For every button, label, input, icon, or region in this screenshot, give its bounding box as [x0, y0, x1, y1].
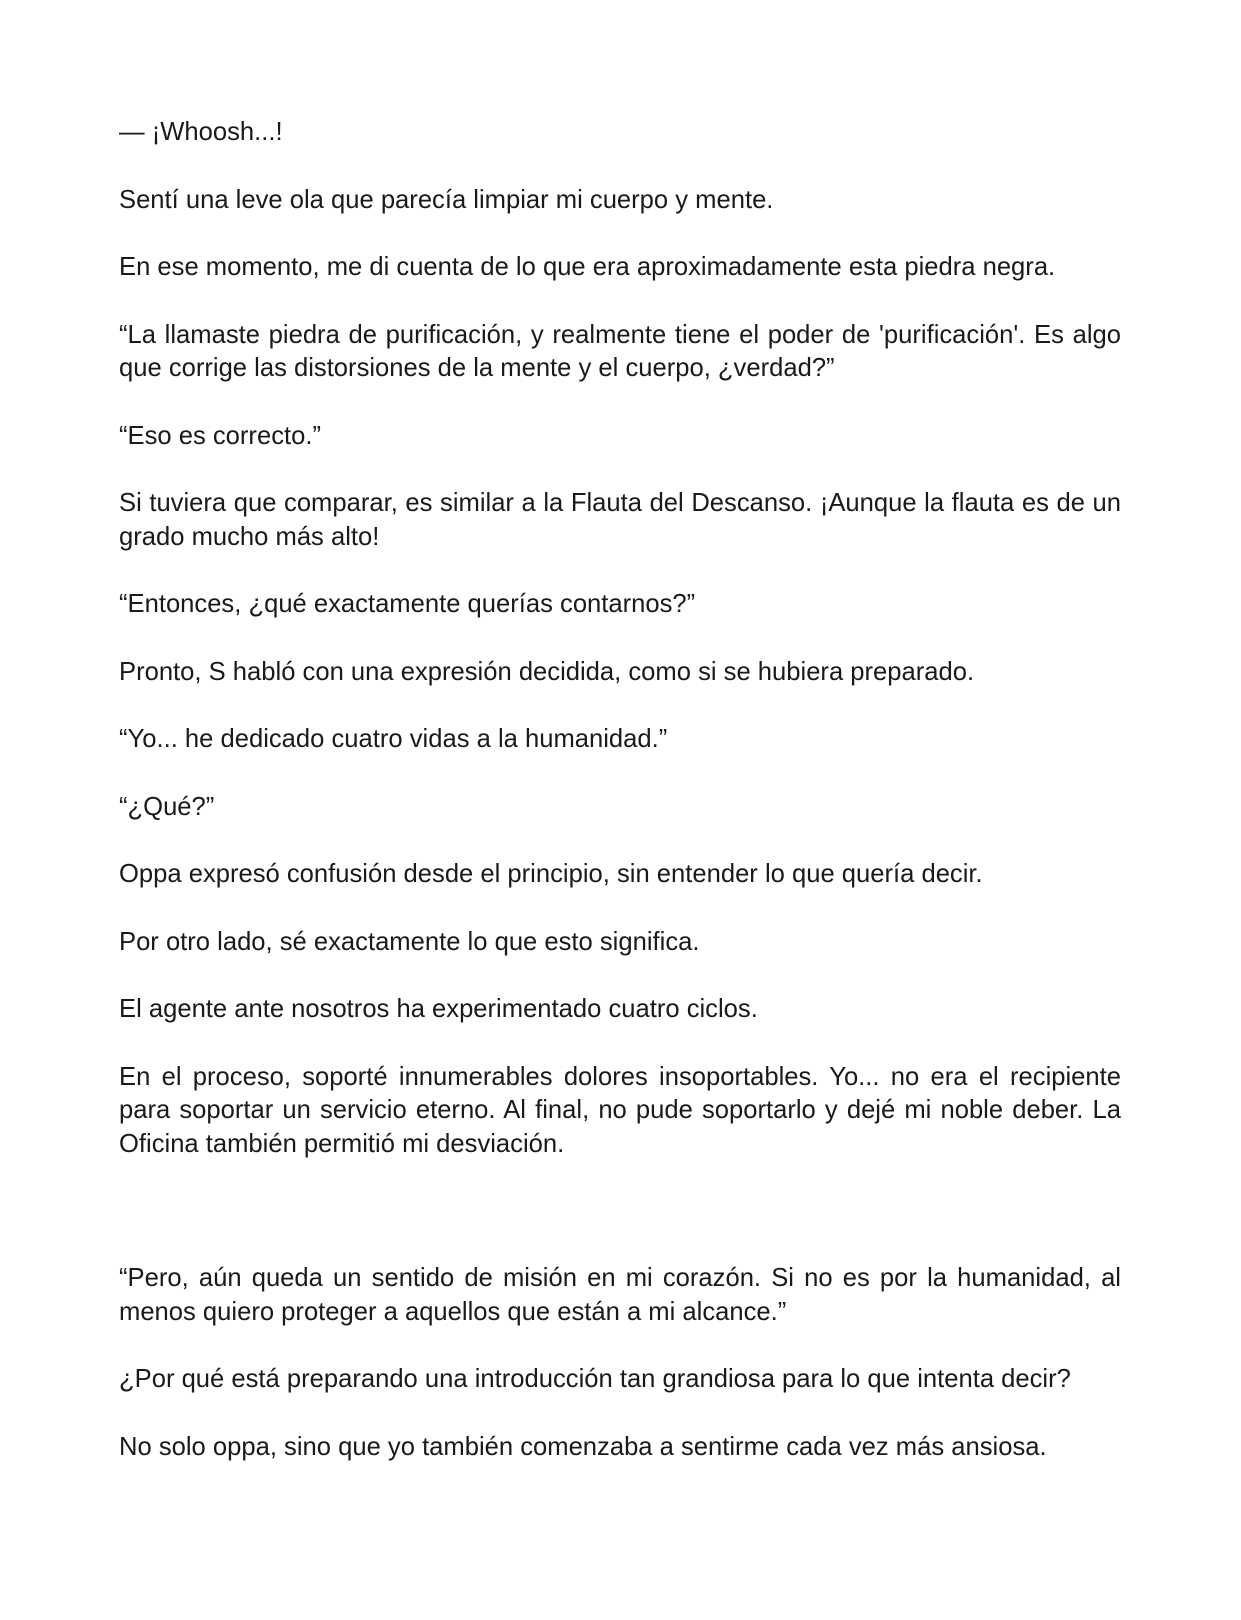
paragraph-flute: Si tuviera que comparar, es similar a la Flauta del Descanso. ¡Aunque la flauta es de un grado mucho más alto!	[119, 489, 1121, 551]
paragraph-four-lives: “Yo... he dedicado cuatro vidas a la humanidad.”	[119, 725, 668, 753]
paragraph-other-hand: Por otro lado, sé exactamente lo que esto significa.	[119, 927, 700, 956]
paragraph-four-cycles: El agente ante nosotros ha experimentado cuatro ciclos.	[119, 995, 758, 1023]
paragraph-anxious: No solo oppa, sino que yo también comenzaba a sentirme cada vez más ansiosa.	[119, 1432, 1047, 1461]
paragraph-process: En el proceso, soporté innumerables dolores insoportables. Yo... no era el recipiente para soportar un servicio eterno. Al final, no pude soportarlo y dejé mi noble deber. La Oficina también permitió mi desviación.	[119, 1062, 1121, 1158]
paragraph-mission: “Pero, aún queda un sentido de misión en mi corazón. Si no es por la humanidad, al menos quiero proteger a aquellos que están a mi alcance.”	[119, 1264, 1121, 1326]
paragraph-oppa-confused: Oppa expresó confusión desde el principio, sin entender lo que quería decir.	[119, 860, 983, 888]
paragraph-question: “Entonces, ¿qué exactamente querías contarnos?”	[119, 590, 696, 618]
paragraph-gap	[119, 1195, 1121, 1262]
paragraph-s-spoke: Pronto, S habló con una expresión decidida, como si se hubiera preparado.	[119, 657, 975, 686]
paragraph-correct: “Eso es correcto.”	[119, 421, 321, 450]
paragraph-introduction: ¿Por qué está preparando una introducción tan grandiosa para lo que intenta decir?	[119, 1365, 1071, 1393]
paragraph-black-stone: En ese momento, me di cuenta de lo que era aproximadamente esta piedra negra.	[119, 253, 1056, 281]
paragraph-purification: “La llamaste piedra de purificación, y realmente tiene el poder de 'purificación'. Es algo que corrige las distorsiones de la mente y el cuerpo, ¿verdad?”	[119, 320, 1121, 382]
paragraph-wave: Sentí una leve ola que parecía limpiar mi cuerpo y mente.	[119, 185, 774, 214]
paragraph-whoosh: — ¡Whoosh...!	[119, 118, 283, 146]
paragraph-what: “¿Qué?”	[119, 792, 215, 821]
